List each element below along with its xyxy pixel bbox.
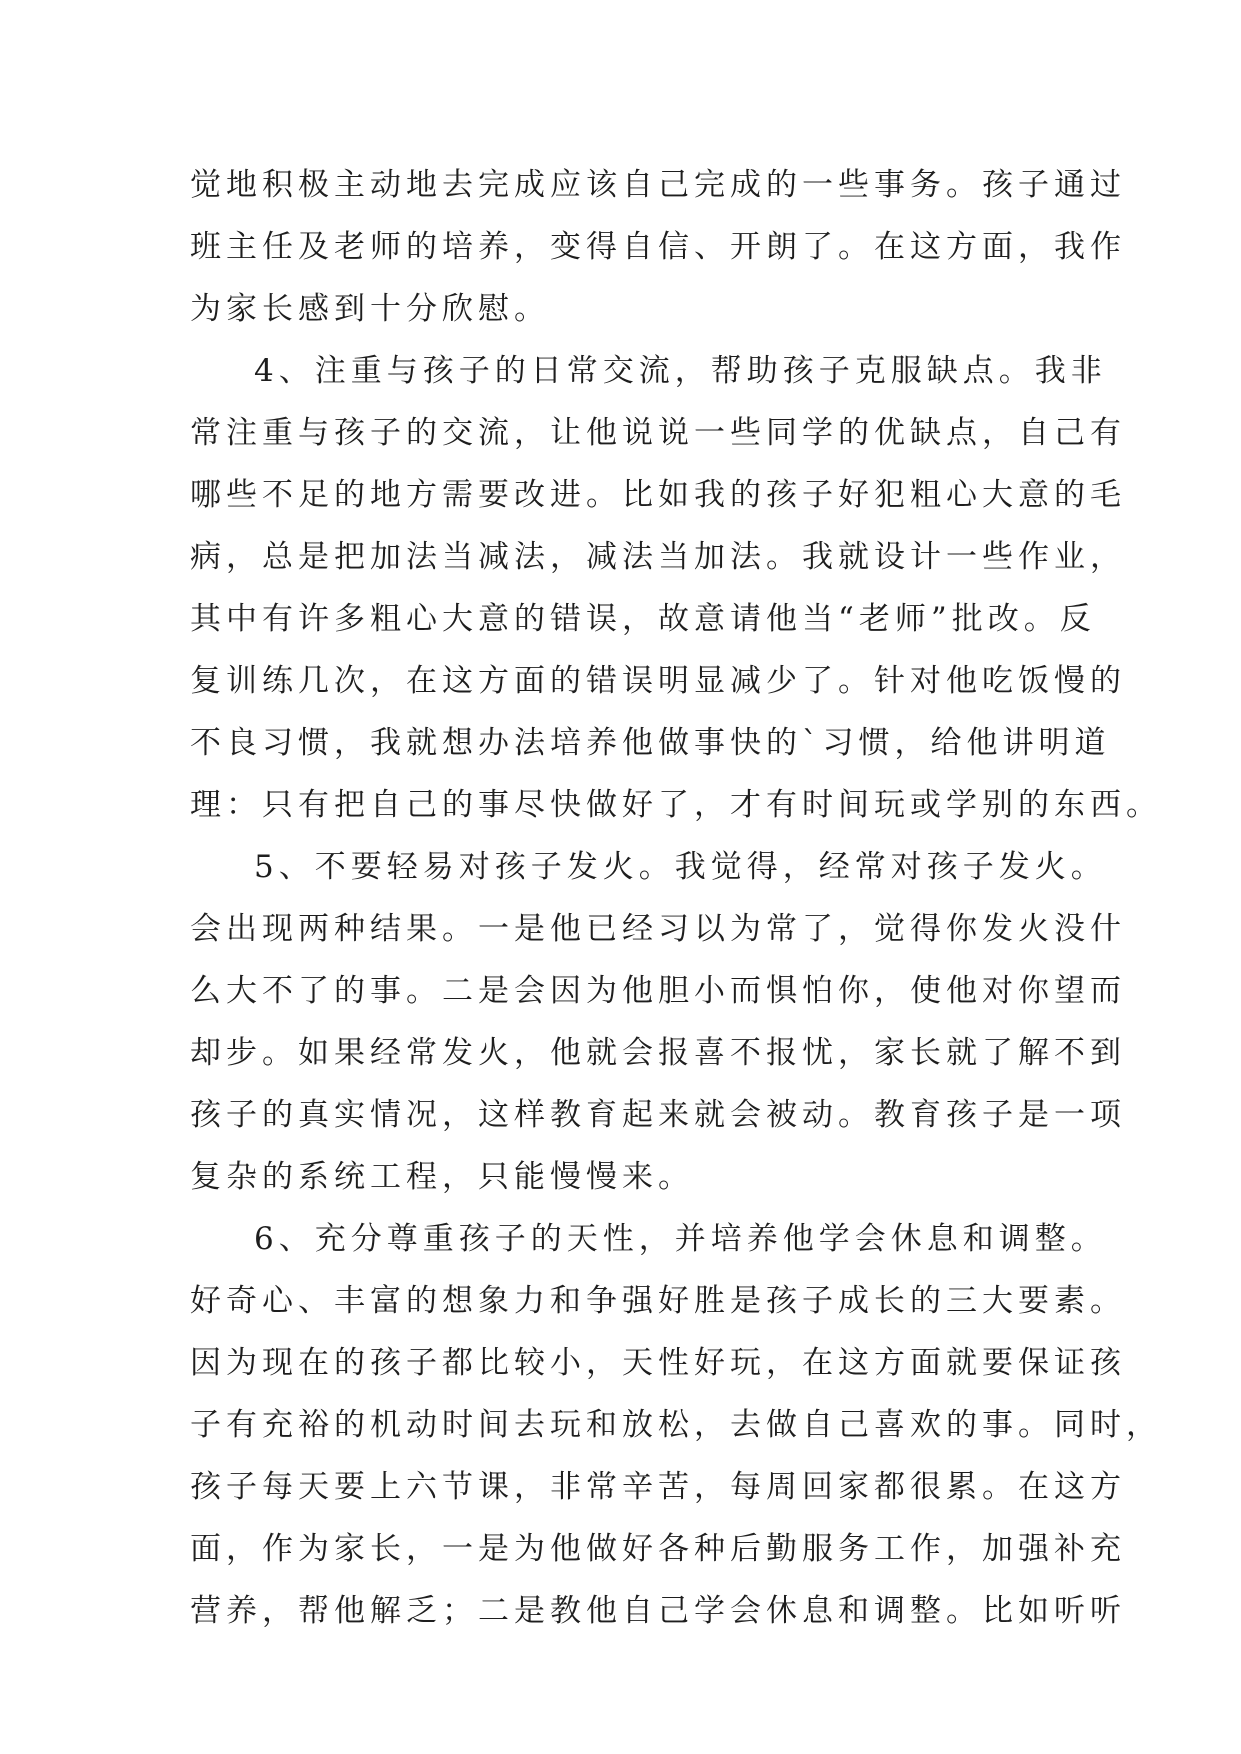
text-line: 理：只有把自己的事尽快做好了，才有时间玩或学别的东西。 — [190, 787, 1162, 823]
text-line: 觉地积极主动地去完成应该自己完成的一些事务。孩子通过 — [190, 167, 1126, 203]
text-line: 孩子的真实情况，这样教育起来就会被动。教育孩子是一项 — [190, 1097, 1126, 1133]
text-line: 却步。如果经常发火，他就会报喜不报忧，家长就了解不到 — [190, 1035, 1126, 1071]
text-line: 孩子每天要上六节课，非常辛苦，每周回家都很累。在这方 — [190, 1469, 1126, 1505]
text-line: 复杂的系统工程，只能慢慢来。 — [190, 1159, 694, 1195]
text-line: 哪些不足的地方需要改进。比如我的孩子好犯粗心大意的毛 — [190, 477, 1126, 513]
text-line: 班主任及老师的培养，变得自信、开朗了。在这方面，我作 — [190, 229, 1126, 265]
text-line: 复训练几次，在这方面的错误明显减少了。针对他吃饭慢的 — [190, 663, 1126, 699]
paragraph-start-line: 4、注重与孩子的日常交流，帮助孩子克服缺点。我非 — [254, 353, 1107, 389]
text-line: 因为现在的孩子都比较小，天性好玩，在这方面就要保证孩 — [190, 1345, 1126, 1381]
paragraph-start-line: 5、不要轻易对孩子发火。我觉得，经常对孩子发火。 — [254, 849, 1107, 885]
text-line: 会出现两种结果。一是他已经习以为常了，觉得你发火没什 — [190, 911, 1126, 947]
text-line: 好奇心、丰富的想象力和争强好胜是孩子成长的三大要素。 — [190, 1283, 1126, 1319]
text-line: 么大不了的事。二是会因为他胆小而惧怕你，使他对你望而 — [190, 973, 1126, 1009]
text-line: 子有充裕的机动时间去玩和放松，去做自己喜欢的事。同时， — [190, 1407, 1162, 1443]
text-line: 病，总是把加法当减法，减法当加法。我就设计一些作业， — [190, 539, 1126, 575]
paragraph-start-line: 6、充分尊重孩子的天性，并培养他学会休息和调整。 — [254, 1221, 1107, 1257]
text-line: 为家长感到十分欣慰。 — [190, 291, 550, 327]
text-line: 其中有许多粗心大意的错误，故意请他当“老师”批改。反 — [190, 601, 1096, 637]
body-text — [190, 154, 1162, 1642]
text-line: 营养，帮他解乏；二是教他自己学会休息和调整。比如听听 — [190, 1593, 1126, 1629]
text-line: 面，作为家长，一是为他做好各种后勤服务工作，加强补充 — [190, 1531, 1126, 1567]
text-line: 常注重与孩子的交流，让他说说一些同学的优缺点，自己有 — [190, 415, 1126, 451]
text-line: 不良习惯，我就想办法培养他做事快的`习惯，给他讲明道 — [190, 725, 1111, 761]
